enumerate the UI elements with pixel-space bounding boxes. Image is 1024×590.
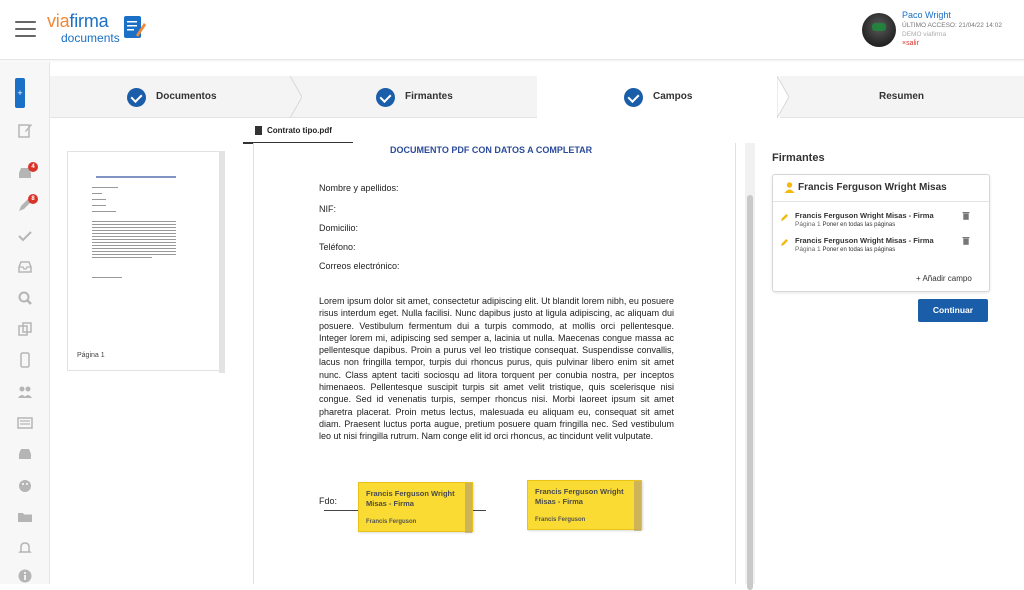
document-title: DOCUMENTO PDF CON DATOS A COMPLETAR xyxy=(390,145,593,155)
trash-icon[interactable] xyxy=(962,211,970,220)
step-resumen[interactable] xyxy=(790,76,1024,118)
thumbnail-scrollbar[interactable] xyxy=(219,151,225,373)
close-icon: × xyxy=(902,40,907,47)
document-viewer xyxy=(253,143,736,584)
user-name[interactable]: Paco Wright xyxy=(902,10,951,20)
step-label: Campos xyxy=(653,91,693,102)
field-label-phone: Teléfono: xyxy=(319,242,356,252)
logout-label: salir xyxy=(906,40,919,47)
field-label-email: Correos electrónico: xyxy=(319,261,400,271)
check-icon xyxy=(127,88,146,107)
logout-link[interactable] xyxy=(902,40,919,47)
signer-header[interactable] xyxy=(773,175,989,202)
signers-heading: Firmantes xyxy=(772,152,825,164)
step-label: Resumen xyxy=(879,91,925,102)
signer-field-item[interactable] xyxy=(781,211,981,233)
continue-button[interactable]: Continuar xyxy=(918,299,988,322)
trash-icon[interactable] xyxy=(962,236,970,245)
signature-field-name: Francis Ferguson Wright Misas - Firma xyxy=(366,489,455,508)
resize-handle[interactable] xyxy=(634,481,641,531)
search-icon[interactable] xyxy=(17,290,33,306)
add-icon[interactable]: + xyxy=(15,78,25,108)
bell-icon[interactable] xyxy=(17,540,33,556)
app-header xyxy=(0,0,1024,60)
pdf-file-icon xyxy=(255,126,262,135)
tray-icon[interactable] xyxy=(17,259,33,275)
field-label-nif: NIF: xyxy=(319,204,336,214)
signature-field-signer: Francis Ferguson xyxy=(535,517,586,523)
signature-field-box[interactable] xyxy=(527,480,642,530)
user-panel xyxy=(862,10,1022,54)
signer-field-scope: Poner en todas las páginas xyxy=(822,222,896,228)
last-access: ÚLTIMO ACCESO: 21/04/22 14:02 xyxy=(902,22,1002,29)
signer-card xyxy=(772,174,990,292)
scrollbar-thumb[interactable] xyxy=(747,195,753,590)
add-field-button[interactable]: + Añadir campo xyxy=(916,274,972,283)
pencil-icon xyxy=(781,239,788,246)
page-thumbnail[interactable] xyxy=(67,151,225,371)
users-icon[interactable] xyxy=(17,384,33,400)
signer-field-name: Francis Ferguson Wright Misas - Firma xyxy=(795,211,934,220)
inbox-badge: 4 xyxy=(28,162,38,172)
step-label: Firmantes xyxy=(405,91,453,102)
inbox-tray-icon[interactable] xyxy=(17,446,33,462)
signer-name: Francis Ferguson Wright Misas xyxy=(798,182,947,193)
list-icon[interactable] xyxy=(17,415,33,431)
step-documentos[interactable] xyxy=(50,76,295,118)
user-icon xyxy=(784,182,795,193)
palette-icon[interactable] xyxy=(17,478,33,494)
document-scrollbar[interactable] xyxy=(745,143,755,584)
step-label: Documentos xyxy=(156,91,217,102)
logo-via-text: via xyxy=(47,11,70,31)
step-firmantes[interactable] xyxy=(300,76,535,118)
check-icon xyxy=(624,88,643,107)
resize-handle[interactable] xyxy=(465,483,472,533)
pencil-icon xyxy=(781,214,788,221)
organization: DEMO viafirma xyxy=(902,31,947,38)
sign-badge: 8 xyxy=(28,194,38,204)
signer-field-page: Página 1 xyxy=(795,221,821,228)
check-icon xyxy=(376,88,395,107)
thumbnail-page-preview xyxy=(88,169,180,287)
copy-icon[interactable] xyxy=(17,321,33,337)
signature-field-box[interactable] xyxy=(358,482,473,532)
thumbnail-page-label: Página 1 xyxy=(77,352,105,359)
wizard-stepper xyxy=(50,76,1024,118)
document-tab-label: Contrato tipo.pdf xyxy=(267,126,332,135)
document-body-text: Lorem ipsum dolor sit amet, consectetur adipiscing elit. Ut blandit lorem nibh, eu posuere risus interdum eget. Nulla facilisi. Nunc dapibus justo at ligula adipiscing, ac aliquam dui posuere. Vestibulum fermentum dui a turpis commodo, at mollis orci pellentesque. Integer lorem mi, adipiscing sed semper a, lacinia ut nulla. Maecenas congue massa ac pellentesque dapibus. Proin a purus vel leo tristique consequat. Suspendisse convallis, lacus non fringilla tempor, turpis dui rhoncus purus, quis pulvinar libero enim sit amet nunc. Class aptent taciti sociosqu ad litora torquent per conubia nostra, per inceptos himenaeos. Pellentesque suscipit turpis sit amet velit tristique, quis scelerisque nisi congue. Sed id venenatis turpis, semper rhoncus nisi. Morbi laoreet ipsum sit amet pharetra placerat. Proin metus lectus, malesuada eu aliquam eu, consequat sit amet diam. Praesent luctus porta augue, pretium posuere quam fringilla nec. Sed vestibulum leo ut nisi fringilla rutrum. Nam conge elit id orci rhoncus, ac tincidunt velit vulputate. xyxy=(319,296,674,442)
signature-field-name: Francis Ferguson Wright Misas - Firma xyxy=(535,487,624,506)
signer-field-scope: Poner en todas las páginas xyxy=(822,247,896,253)
avatar[interactable] xyxy=(862,13,896,47)
step-campos[interactable] xyxy=(537,76,780,118)
logo-documents-text: documents xyxy=(61,31,120,45)
field-label-name: Nombre y apellidos: xyxy=(319,183,399,193)
logo-firma-text: firma xyxy=(69,11,109,31)
signer-field-item[interactable] xyxy=(781,236,981,258)
field-label-address: Domicilio: xyxy=(319,223,359,233)
signature-field-signer: Francis Ferguson xyxy=(366,519,417,525)
mobile-icon[interactable] xyxy=(17,352,33,368)
edit-document-icon[interactable] xyxy=(17,122,33,138)
left-sidebar xyxy=(0,62,50,584)
tab-document[interactable] xyxy=(243,120,353,144)
check-icon[interactable] xyxy=(17,228,33,244)
fdo-label: Fdo: xyxy=(319,496,338,506)
signer-field-name: Francis Ferguson Wright Misas - Firma xyxy=(795,236,934,245)
step-separator xyxy=(777,76,789,118)
menu-icon[interactable] xyxy=(15,21,36,37)
document-sign-icon xyxy=(119,13,147,43)
folder-icon[interactable] xyxy=(17,509,33,525)
signer-field-page: Página 1 xyxy=(795,246,821,253)
info-icon[interactable] xyxy=(17,568,33,584)
